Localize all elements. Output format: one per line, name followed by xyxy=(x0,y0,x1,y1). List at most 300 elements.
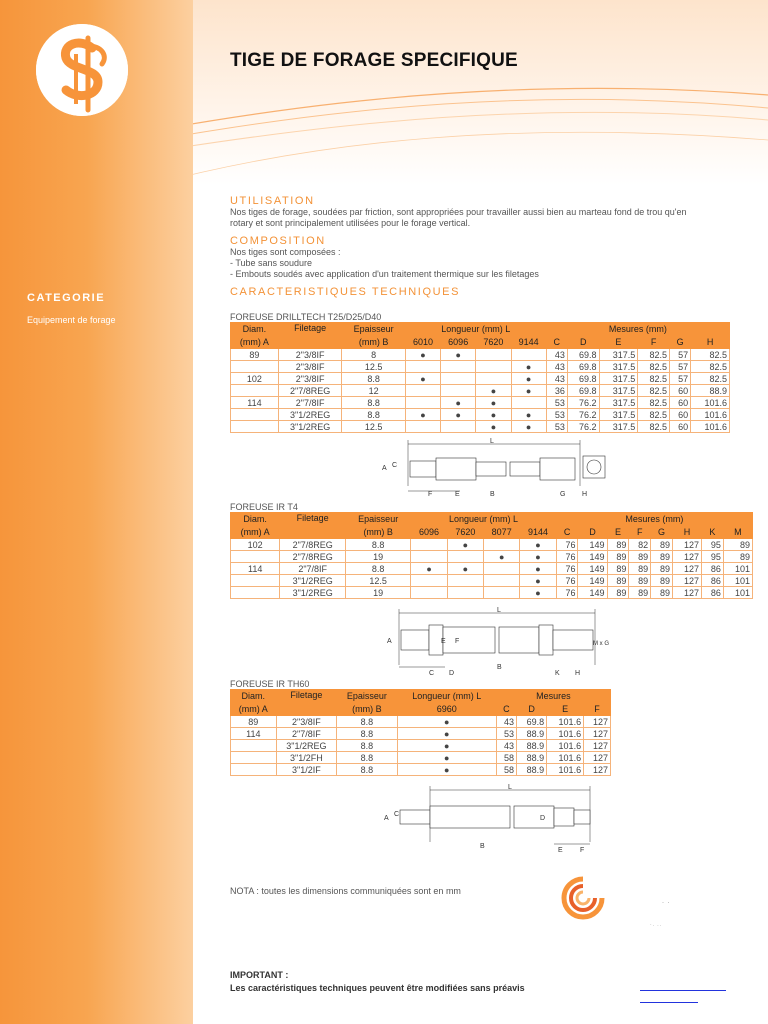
table-cell: 127 xyxy=(584,728,611,740)
table-cell xyxy=(447,575,483,587)
th-length: 8077 xyxy=(484,526,520,539)
table-cell xyxy=(447,551,483,563)
page-title: TIGE DE FORAGE SPECIFIQUE xyxy=(230,50,518,71)
dim-label-E: E xyxy=(441,638,446,645)
table-cell xyxy=(411,587,447,599)
composition-line-2: - Tube sans soudure xyxy=(230,258,313,268)
table-cell: 82.5 xyxy=(638,361,670,373)
th-length: 6960 xyxy=(397,703,496,716)
table-cell: 58 xyxy=(496,752,516,764)
important-label: IMPORTANT : xyxy=(230,970,289,980)
dim-label-C: C xyxy=(394,811,400,818)
th-measure: F xyxy=(629,526,651,539)
table-cell: 89 xyxy=(231,349,279,361)
table3-title: FOREUSE IR TH60 xyxy=(230,679,310,689)
table-cell xyxy=(411,551,447,563)
th-mesures: Mesures (mm) xyxy=(556,513,752,526)
table-cell xyxy=(511,349,546,361)
table-cell: ● xyxy=(397,716,496,728)
table-cell: 76 xyxy=(556,587,578,599)
th-measure: F xyxy=(638,336,670,349)
table-cell: 127 xyxy=(584,752,611,764)
table-cell: 86 xyxy=(702,563,724,575)
dim-label-A: A xyxy=(387,638,392,645)
dim-label-C: C xyxy=(429,670,435,677)
table-cell: ● xyxy=(397,740,496,752)
th-length: 6096 xyxy=(411,526,447,539)
table-cell: 53 xyxy=(546,409,567,421)
table-cell: 76 xyxy=(556,563,578,575)
table-row xyxy=(231,361,730,373)
table-cell xyxy=(476,373,511,385)
table-cell: 127 xyxy=(672,551,701,563)
left-sidebar xyxy=(0,0,193,1024)
table-cell: 82.5 xyxy=(691,361,730,373)
table-row xyxy=(231,587,753,599)
dim-label-F: F xyxy=(428,491,433,498)
table-cell: 82.5 xyxy=(638,385,670,397)
table-cell: 43 xyxy=(546,373,567,385)
table-cell: ● xyxy=(476,397,511,409)
table-cell: ● xyxy=(511,373,546,385)
table-cell: 89 xyxy=(651,551,673,563)
table-cell: 43 xyxy=(546,361,567,373)
table-row xyxy=(231,409,730,421)
table-row xyxy=(231,397,730,409)
table-cell: 82.5 xyxy=(638,409,670,421)
table-cell xyxy=(484,539,520,551)
table-cell: 89 xyxy=(723,551,752,563)
dim-label-D: D xyxy=(540,815,546,822)
table-cell: 2"3/8IF xyxy=(278,349,342,361)
table-cell: ● xyxy=(511,361,546,373)
th-diam-unit: (mm) A xyxy=(231,526,280,539)
table-cell xyxy=(405,397,440,409)
table-cell: 317.5 xyxy=(599,349,638,361)
composition-heading: COMPOSITION xyxy=(230,235,326,247)
table-cell: 89 xyxy=(607,575,629,587)
table-cell: 95 xyxy=(702,551,724,563)
table-cell: 2"7/8REG xyxy=(280,539,346,551)
table-cell xyxy=(484,563,520,575)
table-cell: 149 xyxy=(578,575,607,587)
th-epaisseur: Epaisseur xyxy=(342,323,405,336)
table-cell: ● xyxy=(476,421,511,433)
table-cell: 102 xyxy=(231,539,280,551)
table-cell: 76.2 xyxy=(567,421,599,433)
table-cell: 317.5 xyxy=(599,373,638,385)
table-cell: 149 xyxy=(578,563,607,575)
footer-link-2[interactable] xyxy=(640,1002,698,1003)
th-length: 6096 xyxy=(441,336,476,349)
important-note xyxy=(230,969,525,995)
table-cell: 2"3/8IF xyxy=(278,361,342,373)
table-row xyxy=(231,349,730,361)
table-cell: 43 xyxy=(496,740,516,752)
th-measure: C xyxy=(546,336,567,349)
table-cell: ● xyxy=(397,752,496,764)
table-cell: 2"7/8IF xyxy=(276,728,337,740)
decor-dots: · . . . xyxy=(650,922,662,928)
table-cell: 89 xyxy=(629,587,651,599)
table-cell: ● xyxy=(397,728,496,740)
category-heading: CATEGORIE xyxy=(27,292,106,304)
th-longueur: Longueur (mm) L xyxy=(405,323,546,336)
table-cell: 101.6 xyxy=(691,397,730,409)
table-cell: 8.8 xyxy=(342,409,405,421)
table1-body xyxy=(231,349,730,433)
table-cell: 89 xyxy=(607,539,629,551)
table-cell xyxy=(484,575,520,587)
dim-label-F: F xyxy=(455,638,460,645)
dim-label-D: D xyxy=(449,670,455,677)
table-cell: 149 xyxy=(578,587,607,599)
dim-label-E: E xyxy=(455,491,460,498)
table-cell: 89 xyxy=(607,587,629,599)
table-cell: 53 xyxy=(546,421,567,433)
th-diam-unit: (mm) A xyxy=(231,336,279,349)
table-row xyxy=(231,764,611,776)
table-cell: 8.8 xyxy=(346,563,411,575)
table-cell: 95 xyxy=(702,539,724,551)
table2-title: FOREUSE IR T4 xyxy=(230,502,298,512)
dim-label-A: A xyxy=(382,465,387,472)
table-cell: 86 xyxy=(702,587,724,599)
table-row xyxy=(231,716,611,728)
table-cell xyxy=(231,764,277,776)
table-cell: 58 xyxy=(496,764,516,776)
table-cell: ● xyxy=(476,385,511,397)
table-cell xyxy=(231,385,279,397)
utilisation-heading: UTILISATION xyxy=(230,195,315,207)
table-cell: 43 xyxy=(496,716,516,728)
drill-rod-diagram-2 xyxy=(385,605,615,679)
table-cell: 8.8 xyxy=(342,373,405,385)
table3-body xyxy=(231,716,611,776)
table-cell: ● xyxy=(441,409,476,421)
table-cell: 89 xyxy=(607,551,629,563)
drill-rod-diagram-3 xyxy=(380,782,610,854)
table-cell: 317.5 xyxy=(599,397,638,409)
th-longueur: Longueur (mm) L xyxy=(411,513,556,526)
table-cell: 149 xyxy=(578,539,607,551)
table-cell: 57 xyxy=(670,361,691,373)
table-cell: 89 xyxy=(629,575,651,587)
table-cell: ● xyxy=(520,563,556,575)
table-cell: 89 xyxy=(651,563,673,575)
table-cell: 127 xyxy=(672,587,701,599)
table-cell: ● xyxy=(511,409,546,421)
table-row xyxy=(231,575,753,587)
th-measure: G xyxy=(651,526,673,539)
th-measure: K xyxy=(702,526,724,539)
table-cell: 88.9 xyxy=(691,385,730,397)
table3 xyxy=(230,689,611,776)
table-cell: 127 xyxy=(584,764,611,776)
footer-links xyxy=(640,990,726,1014)
table-cell: 317.5 xyxy=(599,385,638,397)
table-cell: 2"7/8IF xyxy=(280,563,346,575)
table-cell: 19 xyxy=(346,587,411,599)
table-row xyxy=(231,385,730,397)
table-cell: ● xyxy=(520,575,556,587)
th-filetage: Filetage xyxy=(280,513,346,539)
th-length: 9144 xyxy=(511,336,546,349)
dim-label-B: B xyxy=(480,843,485,850)
composition-line-1: Nos tiges sont composées : xyxy=(230,247,341,257)
table-cell xyxy=(231,361,279,373)
th-measure: G xyxy=(670,336,691,349)
table-cell: 82.5 xyxy=(691,349,730,361)
table-cell: 88.9 xyxy=(516,740,546,752)
table-cell: 12.5 xyxy=(342,361,405,373)
table-cell: 89 xyxy=(651,575,673,587)
table-cell: 2"7/8REG xyxy=(280,551,346,563)
th-diam: Diam. xyxy=(231,690,277,703)
table-cell: 53 xyxy=(546,397,567,409)
table-cell: ● xyxy=(520,587,556,599)
table-cell: 101 xyxy=(723,587,752,599)
dim-label-M: M x G xyxy=(593,641,609,647)
table-cell xyxy=(405,385,440,397)
table-cell xyxy=(231,551,280,563)
table-cell: 8.8 xyxy=(342,397,405,409)
table-cell xyxy=(231,752,277,764)
table-cell xyxy=(231,587,280,599)
table-cell xyxy=(411,575,447,587)
table1 xyxy=(230,322,730,433)
table-cell: 12 xyxy=(342,385,405,397)
table-cell: 149 xyxy=(578,551,607,563)
table-cell: ● xyxy=(411,563,447,575)
table-cell: 127 xyxy=(672,563,701,575)
table-cell: 82.5 xyxy=(691,373,730,385)
th-epaisseur-unit: (mm) B xyxy=(337,703,397,716)
table-cell: 89 xyxy=(231,716,277,728)
table-cell: 101.6 xyxy=(547,752,584,764)
table-row xyxy=(231,373,730,385)
dim-label-E: E xyxy=(558,847,563,854)
th-measure: E xyxy=(607,526,629,539)
table-cell: 82.5 xyxy=(638,397,670,409)
table-cell: ● xyxy=(441,349,476,361)
table-cell: 114 xyxy=(231,563,280,575)
table-cell: ● xyxy=(447,539,483,551)
table-cell: 317.5 xyxy=(599,409,638,421)
table-cell: 8.8 xyxy=(346,539,411,551)
table-cell: 101 xyxy=(723,563,752,575)
th-measure: H xyxy=(672,526,701,539)
table-cell xyxy=(441,361,476,373)
table-cell: 8.8 xyxy=(337,716,397,728)
table-cell: 43 xyxy=(546,349,567,361)
table-cell: ● xyxy=(405,373,440,385)
table-cell: 82.5 xyxy=(638,421,670,433)
th-measure: D xyxy=(516,703,546,716)
dim-label-B: B xyxy=(497,664,502,671)
table-cell: 88.9 xyxy=(516,728,546,740)
table-cell: 82.5 xyxy=(638,349,670,361)
th-measure: C xyxy=(496,703,516,716)
th-measure: H xyxy=(691,336,730,349)
th-measure: M xyxy=(723,526,752,539)
table-cell: 57 xyxy=(670,373,691,385)
table-cell: ● xyxy=(405,349,440,361)
table-cell: 36 xyxy=(546,385,567,397)
table-cell: 69.8 xyxy=(567,373,599,385)
table-row xyxy=(231,563,753,575)
table-cell xyxy=(231,740,277,752)
table-cell: 3"1/2IF xyxy=(276,764,337,776)
table-cell: 69.8 xyxy=(567,385,599,397)
table-cell: 76.2 xyxy=(567,397,599,409)
table-cell: 3"1/2REG xyxy=(278,409,342,421)
table-cell: 76 xyxy=(556,551,578,563)
th-epaisseur-unit: (mm) B xyxy=(346,526,411,539)
dim-label-B: B xyxy=(490,491,495,498)
table-cell: ● xyxy=(405,409,440,421)
table-cell: 76.2 xyxy=(567,409,599,421)
table-cell: ● xyxy=(520,539,556,551)
table-cell xyxy=(405,361,440,373)
table-cell: ● xyxy=(484,551,520,563)
table-cell: 101.6 xyxy=(547,740,584,752)
table-cell: 69.8 xyxy=(567,349,599,361)
dim-label-L: L xyxy=(508,784,512,791)
table-cell: ● xyxy=(520,551,556,563)
table-cell: 127 xyxy=(672,539,701,551)
table-cell: 89 xyxy=(651,539,673,551)
table-cell: 127 xyxy=(672,575,701,587)
table-cell: 57 xyxy=(670,349,691,361)
table-cell: 101.6 xyxy=(547,764,584,776)
table-cell: 8.8 xyxy=(337,728,397,740)
footer-link-1[interactable] xyxy=(640,990,726,991)
dim-label-F: F xyxy=(580,847,585,854)
table-cell: 101 xyxy=(723,575,752,587)
table-cell: 2"7/8IF xyxy=(278,397,342,409)
dim-label-K: K xyxy=(555,670,560,677)
category-link[interactable]: Equipement de forage xyxy=(27,315,116,325)
th-epaisseur: Epaisseur xyxy=(346,513,411,526)
utilisation-line-2: rotary et sont principalement utilisées pour le forage vertical. xyxy=(230,218,471,228)
table2 xyxy=(230,512,753,599)
table-cell: 8.8 xyxy=(337,740,397,752)
table-cell: 127 xyxy=(584,716,611,728)
table-cell: 89 xyxy=(607,563,629,575)
table-cell: 60 xyxy=(670,421,691,433)
table2-body xyxy=(231,539,753,599)
th-longueur: Longueur (mm) L xyxy=(397,690,496,703)
decor-dots: · · xyxy=(662,900,670,906)
table-cell: 89 xyxy=(629,551,651,563)
table-cell: 3"1/2REG xyxy=(278,421,342,433)
table-cell: ● xyxy=(476,409,511,421)
table-cell: 114 xyxy=(231,728,277,740)
table-cell: 101.6 xyxy=(547,716,584,728)
table-row xyxy=(231,728,611,740)
table-cell: 86 xyxy=(702,575,724,587)
table-cell: 8 xyxy=(342,349,405,361)
utilisation-line-1: Nos tiges de forage, soudées par friction, sont appropriées pour travailler aussi bien au marteau fond de trou qu'en xyxy=(230,207,687,217)
table1-title: FOREUSE DRILLTECH T25/D25/D40 xyxy=(230,312,382,322)
table-cell: 101.6 xyxy=(691,409,730,421)
table-cell: 3"1/2FH xyxy=(276,752,337,764)
table-cell: 88.9 xyxy=(516,764,546,776)
dim-label-H: H xyxy=(582,491,588,498)
table-cell xyxy=(441,373,476,385)
th-length: 7620 xyxy=(476,336,511,349)
table-cell: 76 xyxy=(556,575,578,587)
th-epaisseur-unit: (mm) B xyxy=(342,336,405,349)
th-diam-unit: (mm) A xyxy=(231,703,277,716)
th-mesures: Mesures xyxy=(496,690,610,703)
table-cell: ● xyxy=(397,764,496,776)
th-epaisseur: Epaisseur xyxy=(337,690,397,703)
table-cell xyxy=(231,421,279,433)
dim-label-C: C xyxy=(392,462,398,469)
table-cell xyxy=(405,421,440,433)
table-cell: 76 xyxy=(556,539,578,551)
table-cell: 8.8 xyxy=(337,764,397,776)
main-content xyxy=(230,195,755,854)
th-measure: D xyxy=(578,526,607,539)
table-cell xyxy=(441,385,476,397)
th-length: 9144 xyxy=(520,526,556,539)
table-cell xyxy=(484,587,520,599)
table-cell: 3"1/2REG xyxy=(276,740,337,752)
table-cell: 12.5 xyxy=(346,575,411,587)
table-cell: 69.8 xyxy=(567,361,599,373)
company-logo xyxy=(36,24,128,116)
th-diam: Diam. xyxy=(231,323,279,336)
table-cell: ● xyxy=(511,421,546,433)
table-cell: 101.6 xyxy=(547,728,584,740)
table-cell xyxy=(511,397,546,409)
table-row xyxy=(231,421,730,433)
drill-rod-diagram-1 xyxy=(380,436,610,500)
table-cell: 60 xyxy=(670,409,691,421)
table-cell: ● xyxy=(447,563,483,575)
table-cell: 89 xyxy=(651,587,673,599)
table-cell: 88.9 xyxy=(516,752,546,764)
table-cell: 102 xyxy=(231,373,279,385)
important-text: Les caractéristiques techniques peuvent être modifiées sans préavis xyxy=(230,983,525,993)
table-cell: 3"1/2REG xyxy=(280,575,346,587)
table-row xyxy=(231,752,611,764)
dim-label-G: G xyxy=(560,491,566,498)
dim-label-A: A xyxy=(384,815,389,822)
table-cell: 69.8 xyxy=(516,716,546,728)
th-mesures: Mesures (mm) xyxy=(546,323,729,336)
th-filetage: Filetage xyxy=(276,690,337,716)
th-measure: E xyxy=(599,336,638,349)
th-length: 6010 xyxy=(405,336,440,349)
nota-text: NOTA : toutes les dimensions communiquées sont en mm xyxy=(230,886,461,896)
table-cell xyxy=(441,421,476,433)
table-cell xyxy=(476,349,511,361)
table-cell: ● xyxy=(511,385,546,397)
table-cell: ● xyxy=(441,397,476,409)
dim-label-L: L xyxy=(490,438,494,445)
brand-swirl-logo xyxy=(560,875,606,921)
th-diam: Diam. xyxy=(231,513,280,526)
table-cell: 89 xyxy=(629,563,651,575)
table-cell: 60 xyxy=(670,385,691,397)
table-row xyxy=(231,551,753,563)
table-cell: 53 xyxy=(496,728,516,740)
table-cell: 12.5 xyxy=(342,421,405,433)
